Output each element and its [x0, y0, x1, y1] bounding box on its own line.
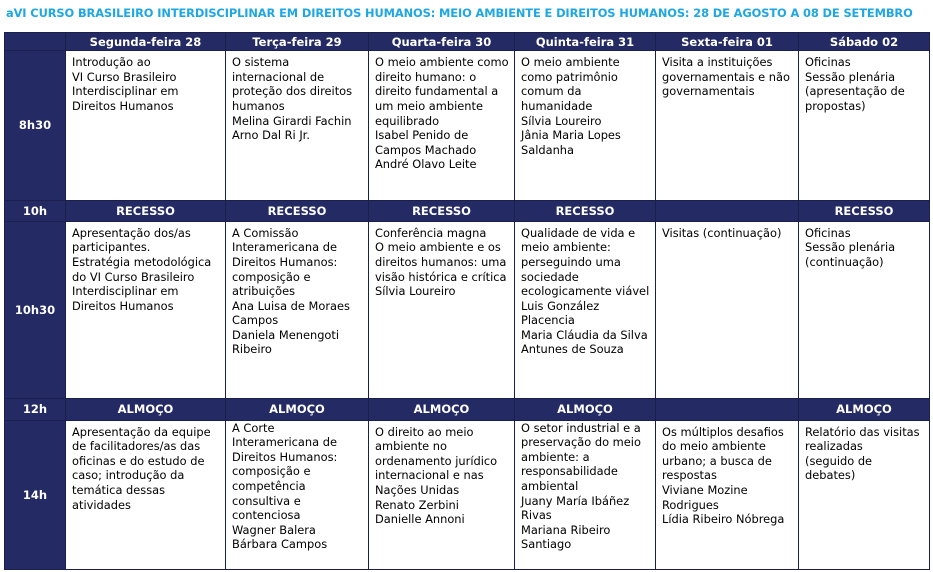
header-row: [5, 33, 930, 51]
cell-line: A Corte: [232, 420, 275, 435]
session-cell: [656, 51, 799, 200]
cell-line: Placencia: [521, 313, 575, 328]
cell-line: Oficinas: [805, 225, 851, 240]
time-label: 12h: [5, 399, 66, 420]
page-title: aVI CURSO BRASILEIRO INTERDISCIPLINAR EM DIREITOS HUMANOS: MEIO AMBIENTE E DIREITOS HUMANOS: 28 DE AGOSTO A 08 DE SETEMBRO: [6, 6, 913, 20]
cell-line: como patrimônio: [521, 69, 618, 84]
cell-line: Mariana Ribeiro: [521, 522, 611, 537]
time-label: 8h30: [5, 51, 66, 200]
cell-line: Qualidade de vida e: [521, 225, 636, 240]
cell-line: respostas: [662, 468, 717, 483]
break-label: ALMOÇO: [66, 399, 226, 420]
day-header: Terça-feira 29: [226, 33, 369, 51]
cell-line: Sílvia Loureiro: [521, 113, 602, 128]
day-header: Sábado 02: [799, 33, 930, 51]
break-label: ALMOÇO: [369, 399, 515, 420]
cell-line: temática dessas: [72, 482, 166, 497]
session-cell: [369, 221, 515, 399]
cell-line: Bárbara Campos: [232, 537, 328, 552]
break-label: RECESSO: [515, 200, 656, 221]
time-label: 10h30: [5, 221, 66, 399]
cell-line: Danielle Annoni: [375, 512, 465, 527]
cell-line: sociedade: [521, 269, 579, 284]
cell-line: direitos humanos: uma: [375, 254, 507, 269]
cell-line: ordenamento jurídico: [375, 453, 498, 468]
cell-line: Juany María Ibáñez: [521, 493, 630, 508]
cell-line: Isabel Penido de: [375, 128, 469, 143]
cell-line: VI Curso Brasileiro: [72, 69, 177, 84]
cell-line: Direitos Humanos: [72, 98, 174, 113]
cell-line: contenciosa: [232, 508, 301, 523]
cell-line: comum da: [521, 84, 582, 99]
cell-line: André Olavo Leite: [375, 157, 477, 172]
session-cell: [515, 420, 656, 569]
cell-line: composição e: [232, 269, 311, 284]
cell-line: direito humano: o: [375, 69, 477, 84]
cell-line: Direitos Humanos:: [232, 449, 338, 464]
cell-line: consultiva e: [232, 493, 301, 508]
session-cell: [226, 221, 369, 399]
cell-line: Luis González: [521, 298, 600, 313]
cell-line: governamentais e não: [662, 69, 790, 84]
cell-line: Direitos Humanos: [72, 298, 174, 313]
cell-line: do VI Curso Brasileiro: [72, 269, 195, 284]
session-cell: [515, 51, 656, 200]
cell-line: competência: [232, 478, 306, 493]
break-label: RECESSO: [799, 200, 930, 221]
cell-line: direito fundamental a: [375, 84, 499, 99]
cell-line: Conferência magna: [375, 225, 487, 240]
cell-line: O meio ambiente como: [375, 55, 509, 70]
cell-line: proteção dos direitos: [232, 84, 353, 99]
cell-line: O meio ambiente e os: [375, 240, 501, 255]
session-cell: [799, 51, 930, 200]
cell-line: Sessão plenária: [805, 240, 896, 255]
cell-line: Os múltiplos desafios: [662, 424, 784, 439]
cell-line: Renato Zerbini: [375, 497, 459, 512]
cell-line: Daniela Menengoti: [232, 327, 340, 342]
cell-line: (apresentação de: [805, 84, 905, 99]
cell-line: Interamericana de: [232, 435, 337, 450]
cell-line: Ribeiro: [232, 342, 272, 357]
cell-line: Sílvia Loureiro: [375, 284, 456, 299]
session-cell: [369, 420, 515, 569]
cell-line: Interdisciplinar em: [72, 84, 179, 99]
time-label: 14h: [5, 420, 66, 569]
cell-line: Visita a instituições: [662, 55, 773, 70]
cell-line: atribuições: [232, 284, 296, 299]
session-cell: [799, 221, 930, 399]
cell-line: Oficinas: [805, 55, 851, 70]
time-label: 10h: [5, 200, 66, 221]
session-cell: [226, 51, 369, 200]
break-label: ALMOÇO: [799, 399, 930, 420]
session-cell: [369, 51, 515, 200]
session-cell: [799, 420, 930, 569]
cell-line: internacional de: [232, 69, 325, 84]
session-row: [5, 51, 930, 200]
cell-line: Ana Luisa de Moraes: [232, 298, 350, 313]
cell-line: composição e: [232, 464, 311, 479]
session-cell: [66, 51, 226, 200]
break-label: ALMOÇO: [515, 399, 656, 420]
cell-line: Arno Dal Ri Jr.: [232, 128, 310, 143]
cell-line: preservação do meio: [521, 435, 641, 450]
session-cell: [66, 420, 226, 569]
cell-line: Apresentação dos/as: [72, 225, 191, 240]
break-label: ALMOÇO: [226, 399, 369, 420]
cell-line: propostas): [805, 98, 866, 113]
cell-line: ecologicamente viável: [521, 284, 650, 299]
cell-line: O meio ambiente: [521, 55, 620, 70]
header-corner: [5, 33, 66, 51]
cell-line: ambiente: a: [521, 449, 590, 464]
cell-line: ambiente no: [375, 439, 447, 454]
cell-line: Maria Cláudia da Silva: [521, 327, 648, 342]
schedule-table: [4, 32, 930, 570]
cell-line: ambiental: [521, 478, 579, 493]
cell-line: Campos: [232, 313, 279, 328]
cell-line: Antunes de Souza: [521, 342, 624, 357]
cell-line: atividades: [72, 497, 131, 512]
cell-line: Introdução ao: [72, 55, 151, 70]
cell-line: Campos Machado: [375, 142, 477, 157]
cell-line: equilibrado: [375, 113, 440, 128]
break-label: RECESSO: [226, 200, 369, 221]
session-row: [5, 420, 930, 569]
cell-line: oficinas e do estudo de: [72, 453, 205, 468]
cell-line: Jânia Maria Lopes: [521, 128, 621, 143]
cell-line: um meio ambiente: [375, 98, 483, 113]
cell-line: A Comissão: [232, 225, 299, 240]
cell-line: Interamericana de: [232, 240, 337, 255]
cell-line: Direitos Humanos:: [232, 254, 338, 269]
cell-line: Relatório das visitas: [805, 424, 920, 439]
cell-line: humanos: [232, 98, 285, 113]
cell-line: de facilitadores/as das: [72, 439, 201, 454]
cell-line: Santiago: [521, 537, 572, 552]
session-cell: [656, 221, 799, 399]
cell-line: internacional e nas: [375, 468, 484, 483]
cell-line: O direito ao meio: [375, 424, 474, 439]
cell-line: Melina Girardi Fachin: [232, 113, 352, 128]
session-cell: [226, 420, 369, 569]
day-header: Quinta-feira 31: [515, 33, 656, 51]
day-header: Segunda-feira 28: [66, 33, 226, 51]
cell-line: perseguindo uma: [521, 254, 621, 269]
session-cell: [656, 420, 799, 569]
cell-line: Wagner Balera: [232, 522, 316, 537]
cell-line: participantes.: [72, 240, 151, 255]
break-row: [5, 200, 930, 221]
break-label: [656, 399, 799, 420]
cell-line: caso; introdução da: [72, 468, 185, 483]
cell-line: Apresentação da equipe: [72, 424, 211, 439]
cell-line: governamentais: [662, 84, 755, 99]
day-header: Sexta-feira 01: [656, 33, 799, 51]
cell-line: Saldanha: [521, 142, 575, 157]
break-label: [656, 200, 799, 221]
cell-line: visão histórica e crítica: [375, 269, 507, 284]
cell-line: responsabilidade: [521, 464, 618, 479]
cell-line: Nações Unidas: [375, 482, 460, 497]
cell-line: do meio ambiente: [662, 439, 766, 454]
cell-line: Estratégia metodológica: [72, 254, 212, 269]
cell-line: realizadas: [805, 439, 863, 454]
cell-line: urbano; a busca de: [662, 453, 772, 468]
cell-line: Rodrigues: [662, 497, 719, 512]
break-label: RECESSO: [369, 200, 515, 221]
cell-line: (continuação): [805, 254, 884, 269]
session-row: [5, 221, 930, 399]
cell-line: Interdisciplinar em: [72, 284, 179, 299]
cell-line: meio ambiente:: [521, 240, 611, 255]
cell-line: Viviane Mozine: [662, 482, 748, 497]
cell-line: Rivas: [521, 508, 552, 523]
cell-line: O sistema: [232, 55, 290, 70]
cell-line: Visitas (continuação): [662, 225, 782, 240]
break-label: RECESSO: [66, 200, 226, 221]
cell-line: Lídia Ribeiro Nóbrega: [662, 512, 785, 527]
break-row: [5, 399, 930, 420]
cell-line: (seguido de debates): [805, 453, 873, 483]
session-cell: [66, 221, 226, 399]
cell-line: Sessão plenária: [805, 69, 896, 84]
day-header: Quarta-feira 30: [369, 33, 515, 51]
cell-line: O setor industrial e a: [521, 420, 641, 435]
cell-line: humanidade: [521, 98, 593, 113]
session-cell: [515, 221, 656, 399]
